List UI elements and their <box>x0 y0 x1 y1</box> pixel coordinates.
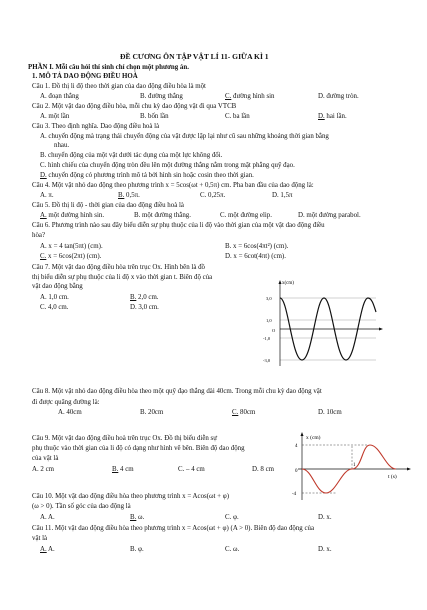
tick-label: 4 <box>295 444 298 449</box>
question-3-option-a-cont: nhau. <box>54 142 70 149</box>
tick-label: -4 <box>292 492 297 497</box>
question-1-option-b[interactable]: B. đường thẳng <box>140 93 183 100</box>
question-3-option-a[interactable]: A. chuyển động mà trạng thái chuyển động của vật được lặp lại như cũ sau những khoảng thời gian bằng <box>40 133 329 140</box>
question-9-option-c[interactable]: C. – 4 cm <box>178 466 205 473</box>
question-4-option-d[interactable]: D. 1,5π <box>272 192 293 199</box>
question-2-option-c[interactable]: C. ba lần <box>225 113 250 120</box>
question-1-option-a[interactable]: A. đoạn thẳng <box>40 93 79 100</box>
question-5-option-c[interactable]: C. một đường elip. <box>220 212 272 219</box>
question-7-option-c[interactable]: C. 4,0 cm. <box>40 304 69 311</box>
question-8-option-a[interactable]: A. 40cm <box>58 409 82 416</box>
graph-ylabel: x(cm) <box>282 281 294 286</box>
tick-label: 1,0 <box>266 318 272 323</box>
answer-letter: A. <box>40 212 47 219</box>
answer-letter: A. <box>40 546 47 553</box>
question-9-option-b[interactable]: B. 4 cm <box>112 466 134 473</box>
y-axis-arrow-icon <box>301 432 304 436</box>
question-9-option-d[interactable]: D. 8 cm <box>252 466 275 473</box>
answer-letter: D. <box>318 113 325 120</box>
question-5-stem: Câu 5. Đồ thị li độ - thời gian của dao động điều hoà là <box>32 202 184 209</box>
question-2-option-d[interactable]: D. hai lần. <box>318 113 347 120</box>
answer-letter: B. <box>118 192 125 199</box>
answer-letter: B. <box>130 514 137 521</box>
question-8-stem: Câu 8. Một vật nhỏ dao động điều hòa theo một quỹ đạo thẳng dài 40cm. Trong mỗi chu kỳ dao động vật <box>32 388 322 395</box>
question-10-stem: Câu 10. Một vật dao động điều hòa theo phương trình x = Acos(ωt + φ) <box>32 493 230 500</box>
question-10-option-b[interactable]: B. ω. <box>130 514 145 521</box>
question-5-option-a[interactable]: A. một đường hình sin. <box>40 212 105 219</box>
question-7-stem-cont: thị biểu diễn sự phụ thuộc của li độ x vào thời gian t. Biên độ của <box>32 274 213 281</box>
question-2-option-b[interactable]: B. bốn lần <box>140 113 169 120</box>
question-4-option-a[interactable]: A. π. <box>40 192 54 199</box>
question-3-option-b[interactable]: B. chuyển động của một vật dưới tác dụng của một lực không đổi. <box>40 152 223 159</box>
tick-label: 1 <box>353 463 356 468</box>
question-7-option-d[interactable]: D. 3,0 cm. <box>130 304 159 311</box>
question-4-option-b[interactable]: B. 0,5π. <box>118 192 140 199</box>
question-11-stem: Câu 11. Một vật dao động điều hòa theo phương trình x = Acos(ωt + φ) (A > 0). Biên độ dao động của <box>32 525 315 532</box>
answer-letter: C. <box>40 253 47 260</box>
x-axis-arrow-icon <box>379 328 383 331</box>
question-10-stem-cont: (ω > 0). Tần số góc của dao động là <box>32 503 131 510</box>
tick-label: -1,0 <box>263 336 271 341</box>
question-4-stem: Câu 4. Một vật nhỏ dao động theo phương trình x = 5cos(ωt + 0,5π) cm. Pha ban đầu của dao động là: <box>32 182 314 189</box>
question-7-stem-cont2: vật dao động bằng <box>32 283 83 290</box>
graph-ylabel: x (cm) <box>306 435 321 441</box>
question-3-stem: Câu 3. Theo định nghĩa. Dao động điều hoà là <box>32 123 160 130</box>
question-3-option-d[interactable]: D. chuyển động có phương trình mô tả bởi hình sin hoặc cosin theo thời gian. <box>40 172 254 179</box>
question-6-option-b[interactable]: B. x = 6cos(4πt²) (cm). <box>225 243 289 250</box>
graph-xlabel: t (s) <box>388 474 397 480</box>
question-11-option-a[interactable]: A. A. <box>40 546 55 553</box>
question-1-option-c[interactable]: C. đường hình sin <box>225 93 275 100</box>
section-heading: 1. MÔ TẢ DAO ĐỘNG ĐIỀU HOÀ <box>32 73 138 80</box>
answer-letter: D. <box>40 172 47 179</box>
answer-letter: B. <box>112 466 119 473</box>
question-7-option-b[interactable]: B. 2,0 cm. <box>130 294 159 301</box>
question-11-option-d[interactable]: D. x. <box>318 546 332 553</box>
question-6-option-c[interactable]: C. x = 6cos(2πt) (cm). <box>40 253 102 260</box>
question-8-option-b[interactable]: B. 20cm <box>140 409 164 416</box>
question-2-option-a[interactable]: A. một lần <box>40 113 70 120</box>
question-1-stem: Câu 1. Đồ thị li độ theo thời gian của dao động điều hòa là một <box>32 83 206 90</box>
tick-label: 3,0 <box>266 296 272 301</box>
question-6-stem-cont: hòa? <box>32 232 46 239</box>
question-11-stem-cont: vật là <box>32 535 48 542</box>
question-3-option-c[interactable]: C. hình chiếu của chuyển động tròn đều lên một đường thẳng nằm trong mặt phẳng quỹ đạo. <box>40 162 295 169</box>
question-10-option-c[interactable]: C. φ. <box>225 514 239 521</box>
question-5-option-b[interactable]: B. một đường thẳng. <box>134 212 191 219</box>
question-9-option-a[interactable]: A. 2 cm <box>32 466 55 473</box>
question-4-option-c[interactable]: C. 0,25π. <box>200 192 226 199</box>
question-6-option-d[interactable]: D. x = 6cot(4πt) (cm). <box>225 253 286 260</box>
question-6-stem: Câu 6. Phương trình nào sau đây biểu diễn sự phụ thuộc của li độ vào thời gian của một vật dao động điều <box>32 222 325 229</box>
answer-letter: C. <box>225 93 232 100</box>
answer-letter: C. <box>232 409 239 416</box>
answer-letter: B. <box>130 294 137 301</box>
question-6-option-a[interactable]: A. x = 4 tan(5πt) (cm). <box>40 243 103 250</box>
question-7-graph <box>258 276 398 368</box>
question-11-option-c[interactable]: C. ω. <box>225 546 240 553</box>
part-heading: PHẦN I. Mỗi câu hỏi thí sinh chỉ chọn một phương án. <box>28 64 189 71</box>
tick-label: O <box>272 328 276 333</box>
question-9-graph <box>290 430 415 502</box>
tick-label: 0 <box>295 469 298 474</box>
question-8-stem-cont: đi được quãng đường là: <box>32 399 100 406</box>
question-11-option-b[interactable]: B. φ. <box>130 546 144 553</box>
tick-label: -3,0 <box>263 358 271 363</box>
question-9-stem-cont2: của vật là <box>32 455 59 462</box>
x-axis-arrow-icon <box>407 468 411 471</box>
question-10-option-d[interactable]: D. x. <box>318 514 332 521</box>
question-8-option-d[interactable]: D. 10cm <box>318 409 342 416</box>
question-9-stem: Câu 9. Một vật dao động điều hoà trên trục Ox. Đồ thị biểu diễn sự <box>32 435 217 442</box>
question-2-stem: Câu 2. Một vật dao động điều hòa, mỗi chu kỳ dao động vật đi qua VTCB <box>32 103 237 110</box>
question-8-option-c[interactable]: C. 80cm <box>232 409 256 416</box>
question-10-option-a[interactable]: A. A. <box>40 514 55 521</box>
question-5-option-d[interactable]: D. một đường parabol. <box>298 212 361 219</box>
question-7-stem: Câu 7. Một vật dao động điều hòa trên trục Ox. Hình bên là đồ <box>32 264 205 271</box>
question-7-option-a[interactable]: A. 1,0 cm. <box>40 294 69 301</box>
question-1-option-d[interactable]: D. đường tròn. <box>318 93 359 100</box>
doc-title: ĐỀ CƯƠNG ÔN TẬP VẬT LÍ 11- GIỮA KÌ 1 <box>120 52 269 61</box>
question-9-stem-cont: phụ thuộc vào thời gian của li độ có dạng như hình vẽ bên. Biên độ dao động <box>32 445 245 452</box>
